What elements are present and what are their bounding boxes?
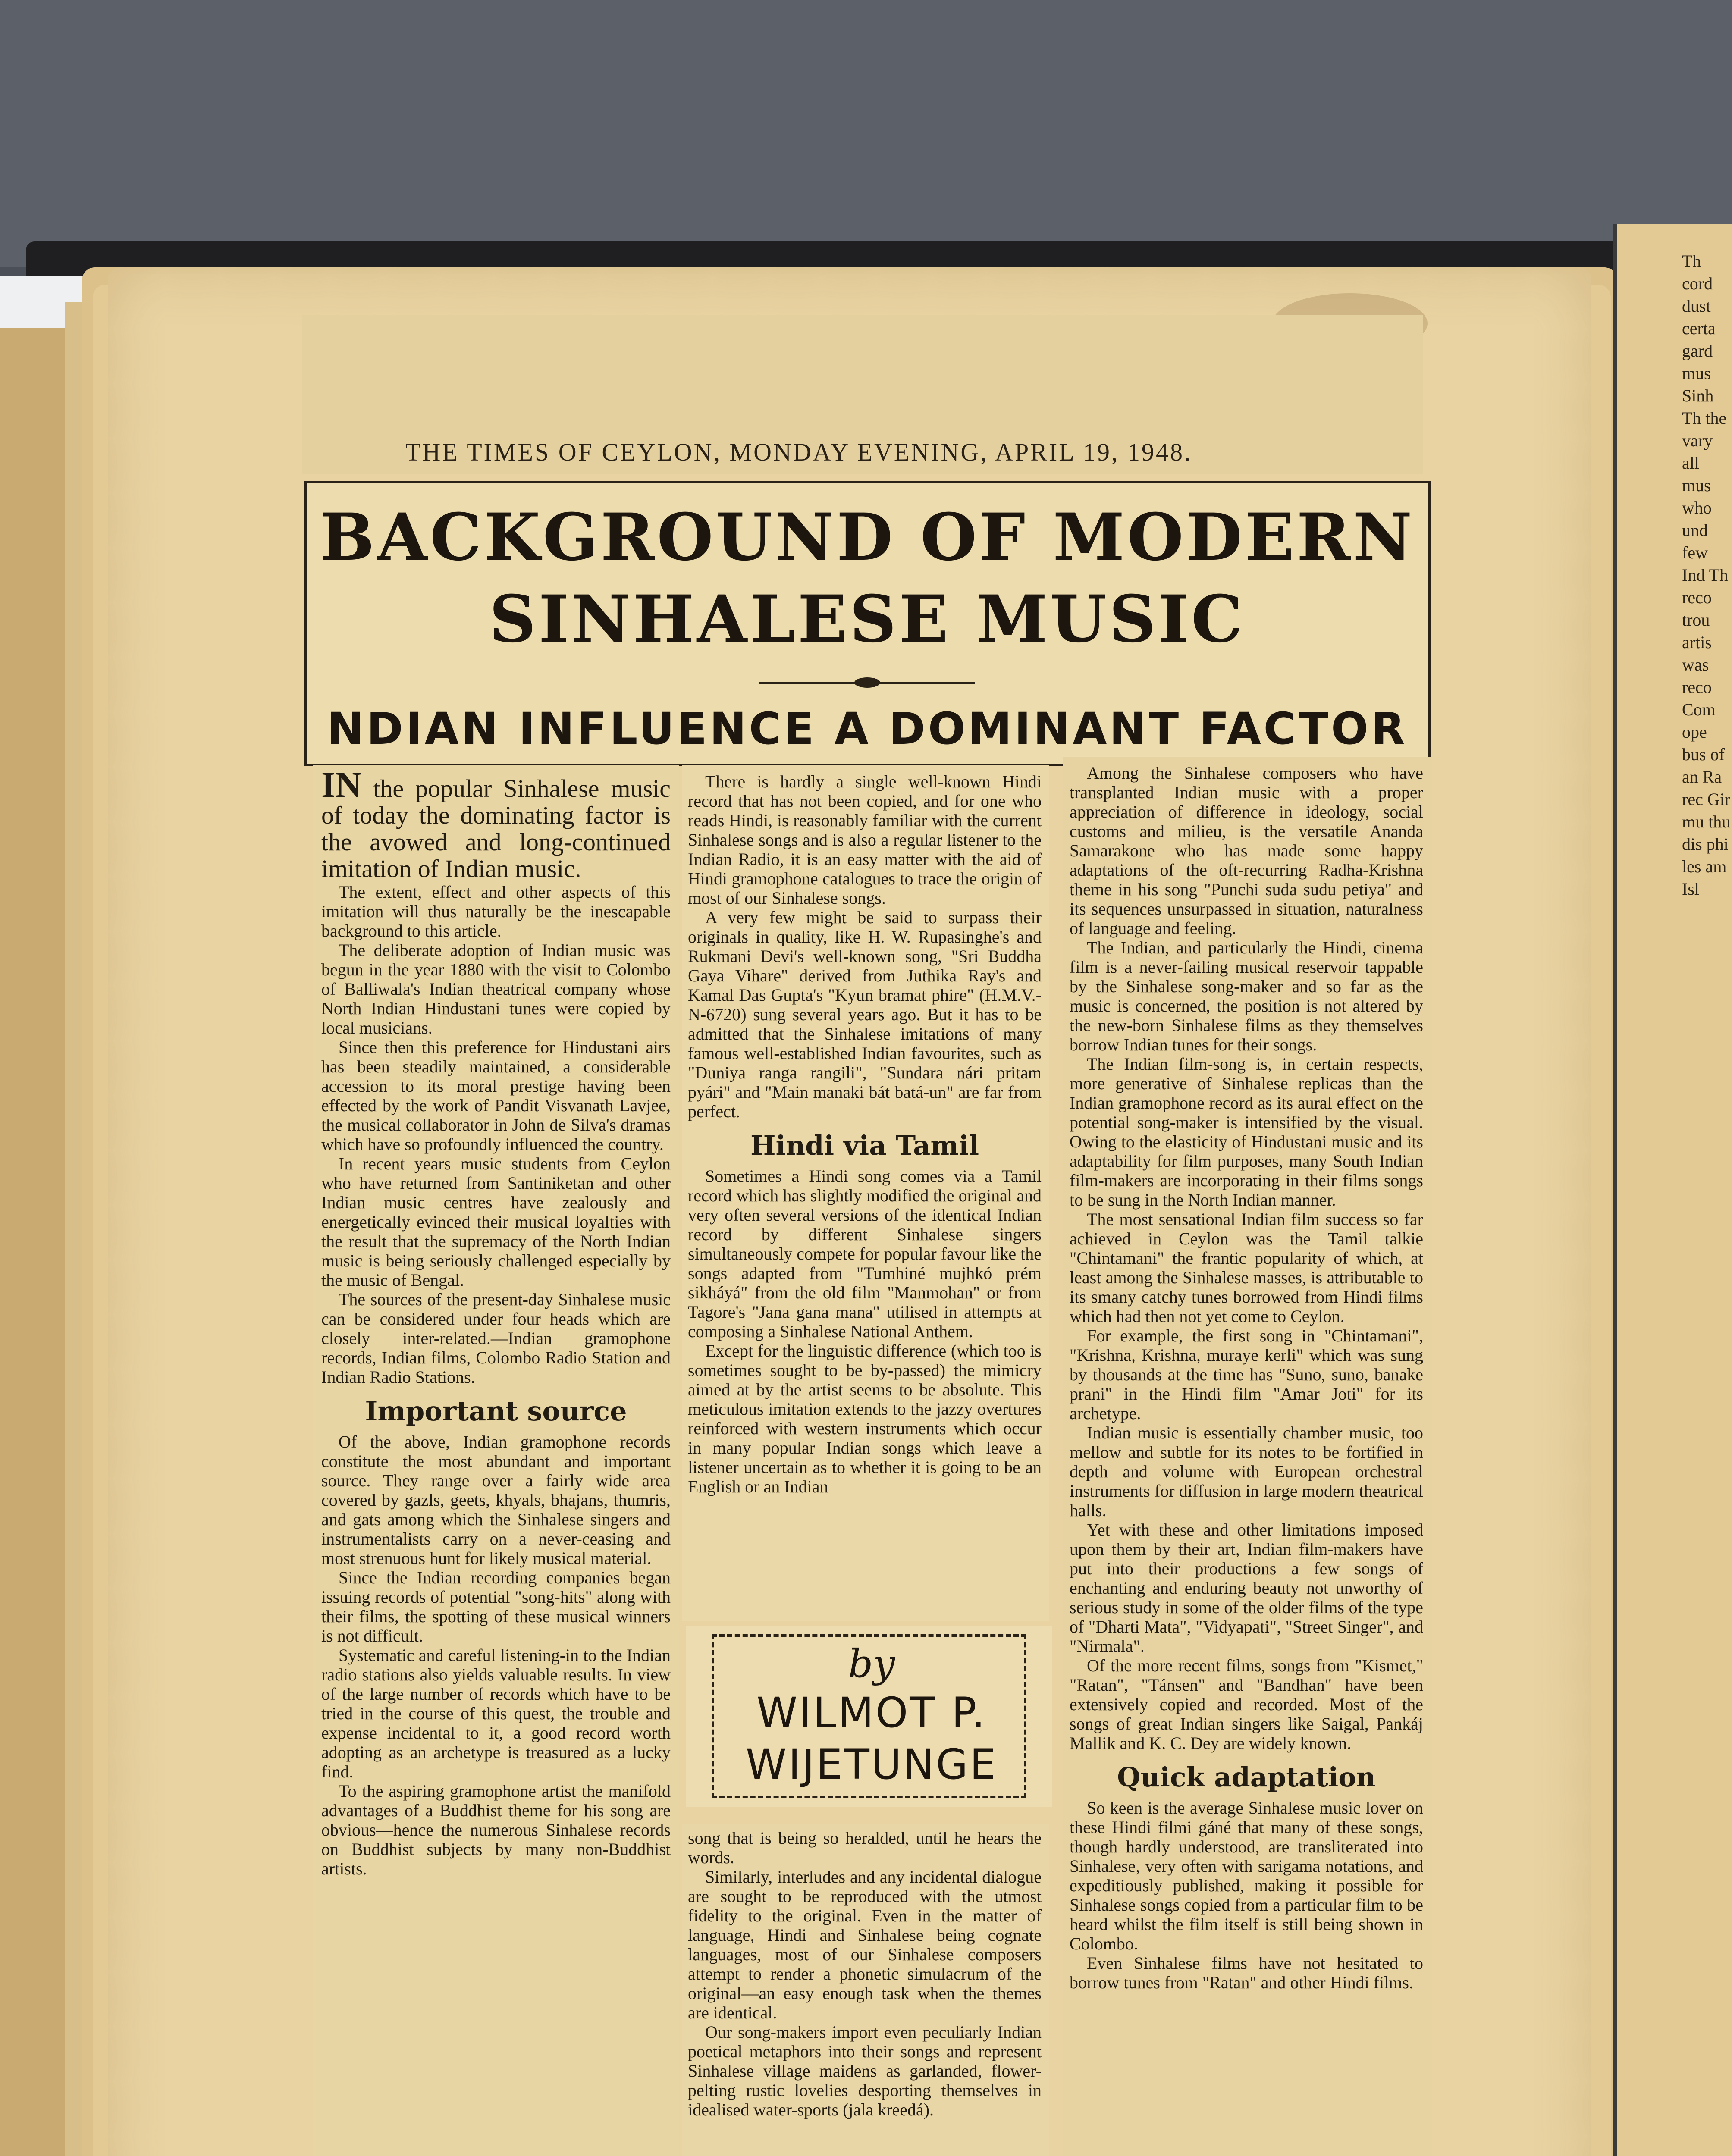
byline-clipping [686,1626,1052,1807]
paragraph: Since then this preference for Hindustani airs has been steadily maintained, a considerable accession to its moral prestige having been effected by the work of Pandit Visvanath Lavjee, the musical collaborator in John de Silva's dramas which have so profoundly influenced the country. [321,1037,671,1154]
article-column-3 [1070,763,1423,2156]
paragraph: Similarly, interludes and any incidental dialogue are sought to be reproduced with the utmost fidelity to the original. Even in the matter of language, Hindi and Sinhalese being cognate languages, most of our Sinhalese composers attempt to render a phonetic simulacrum of the original—an easy enough task when the themes are identical. [688,1867,1042,2022]
paragraph: Except for the linguistic difference (which too is sometimes sought to be by-passed) the mimicry aimed at by the artist seems to be absolute. This meticulous imitation extends to the jazzy overtures reinforced with western instruments which occur in many popular Indian songs which leave a listener uncertain as to whether it is going to be an English or an Indian [688,1341,1042,1496]
paragraph: Among the Sinhalese composers who have transplanted Indian music with a proper appreciation of difference in ideology, social customs and milieu, is the versatile Ananda Samarakone who has made some happy adaptations of the oft-recurring Radha-Krishna theme in his song "Punchi suda sudu petiya" and its sequences unsurpassed in situation, naturalness of language and feeling. [1070,763,1423,938]
author-name-line-1: WILMOT P. [756,1689,987,1737]
paragraph: For example, the first song in "Chintamani", "Krishna, Krishna, muraye kerli" which was sung by thousands at the time has "Suno, suno, banake prani" in the Hindi film "Amar Joti" for its archetype. [1070,1326,1423,1423]
lead-text: the popular Sinhalese music of today the dominating factor is the avowed and long-continued imitation of Indian music. [321,774,671,883]
ornamental-rule-center [854,677,880,688]
section-heading: Hindi via Tamil [750,1130,979,1161]
article-column-1 [321,765,671,2156]
headline [313,496,1421,660]
subheadline: NDIAN INFLUENCE A DOMINANT FACTOR [327,703,1408,755]
paragraph: The extent, effect and other aspects of this imitation will thus naturally be the inescapable background to this article. [321,882,671,940]
paragraph: The deliberate adoption of Indian music was begun in the year 1880 with the visit to Colombo of Balliwala's Indian theatrical company whose North Indian Hindustani tunes were copied by local musicians. [321,940,671,1037]
headline-clipping [304,481,1431,766]
paragraph: Our song-makers import even peculiarly Indian poetical metaphors into their songs and represent Sinhalese village maidens as garlanded, flower-pelting rustic lovelies desporting themselves in idealised water-sports (jala kreedá). [688,2022,1042,2119]
paragraph: To the aspiring gramophone artist the manifold advantages of a Buddhist theme for his song are obvious—hence the numerous Sinhalese records on Buddhist subjects by many non-Buddhist artists. [321,1781,671,1878]
paragraph: In recent years music students from Ceylon who have returned from Santiniketan and other Indian music centres have zealously and energetically evinced their musical loyalties with the result that the supremacy of the North Indian music is being seriously challenged especially by the music of Bengal. [321,1154,671,1290]
masthead-clipping [302,315,1423,474]
lead-paragraph [321,765,671,883]
paragraph: Of the more recent films, songs from "Kismet," "Ratan", "Tánsen" and "Bandhan" have been extensively copied and recorded. Most of the songs of great Indian singers like Saigal, Pankáj Mallik and K. C. Dey are widely known. [1070,1656,1423,1753]
headline-line-2: SINHALESE MUSIC [489,581,1246,657]
paragraph: There is hardly a single well-known Hindi record that has not been copied, and for one who reads Hindi, is reasonably familiar with the current Sinhalese songs and is also a regular listener to the Indian Radio, it is an easy matter with the aid of Hindi gramophone catalogues to trace the origin of most of our Sinhalese songs. [688,772,1042,908]
facing-page-text: Th cord dust certa gard mus Sinh Th the vary all mus who und few Ind Th reco trou artis was reco Com ope bus of an Ra rec Gir mu thu dis phi les am Isl [1682,251,1731,899]
newspaper-masthead: THE TIMES OF CEYLON, MONDAY EVENING, APRIL 19, 1948. [405,438,1192,466]
paragraph: A very few might be said to surpass their originals in quality, like H. W. Rupasinghe's and Rukmani Devi's well-known song, "Sri Buddha Gaya Vihare" derived from Juthika Ray's and Kamal Das Gupta's "Kyun bramat phire" (H.M.V.-N-6720) sung several years ago. But it has to be admitted that the Sinhalese imitations of many famous well-established Indian favourites, such as "Duniya ranga rangili", "Sundara nári pritam pyári" and "Main manaki bát batá-un" are far from perfect. [688,908,1042,1121]
paragraph: Yet with these and other limitations imposed upon them by their art, Indian film-makers have put into their productions a few songs of enchanting and enduring beauty not unworthy of serious study in some of the older films of the type of "Dharti Mata", "Vidyapati", "Street Singer", and "Nirmala". [1070,1520,1423,1656]
paragraph: Of the above, Indian gramophone records constitute the most abundant and important source. They range over a fairly wide area covered by gazls, geets, khyals, bhajans, thumris, and gats among which the Sinhalese singers and instrumentalists carry on a never-ceasing and most strenuous hunt for likely musical material. [321,1432,671,1568]
byline-by: by [848,1641,895,1686]
left-page-edge [0,328,65,2156]
paragraph: Systematic and careful listening-in to the Indian radio stations also yields valuable results. In view of the large number of records which have to be tried in the course of this quest, the trouble and expense incidental to it, a good record worth adopting as an archetype is treasured as a lucky find. [321,1645,671,1781]
paragraph: The Indian, and particularly the Hindi, cinema film is a never-failing musical reservoir tappable by the Sinhalese song-maker and so far as the music is concerned, the position is not altered by the new-born Sinhalese films as they themselves borrow Indian tunes for their songs. [1070,938,1423,1054]
section-heading: Important source [365,1395,627,1427]
section-heading: Quick adaptation [1117,1761,1376,1793]
paragraph: So keen is the average Sinhalese music lover on these Hindi filmi gáné that many of these songs, though hardly understood, are transliterated into Sinhalese, very often with sarigama notations, and expeditiously published, making it possible for Sinhalese songs copied from a particular film to be heard whilst the film itself is still being shown in Colombo. [1070,1798,1423,1953]
drop-cap: IN [321,765,362,805]
headline-line-1: BACKGROUND OF MODERN [320,499,1415,575]
article-column-2-continued [688,1828,1042,2156]
author-name-line-2: WIJETUNGE [746,1740,998,1789]
article-column-2 [688,772,1042,1615]
byline-box [712,1634,1026,1798]
paragraph: song that is being so heralded, until he hears the words. [688,1828,1042,1867]
paragraph: The Indian film-song is, in certain respects, more generative of Sinhalese replicas than the Indian gramophone record as its aural effect on the potential song-maker is intensified by the visual. Owing to the elasticity of Hindustani music and its adaptability for film purposes, many South Indian film-makers are incorporating in their films songs to be sung in the North Indian manner. [1070,1054,1423,1210]
paragraph: Sometimes a Hindi song comes via a Tamil record which has slightly modified the original and very often several versions of the identical Indian record by different Sinhalese singers simultaneously compete for popular favour like the songs adapted from "Tumhiné mujhkó prém sikháyá" from the old film "Manmohan" or from Tagore's "Jana gana mana" utilised in attempts at composing a Sinhalese National Anthem. [688,1166,1042,1341]
paragraph: The sources of the present-day Sinhalese music can be considered under four heads which are closely inter-related.—Indian gramophone records, Indian films, Colombo Radio Station and Indian Radio Stations. [321,1290,671,1387]
paragraph: Since the Indian recording companies began issuing records of potential "song-hits" along with their films, the spotting of these musical winners is not difficult. [321,1568,671,1645]
paragraph: Indian music is essentially chamber music, too mellow and subtle for its notes to be fortified in depth and volume with European orchestral instruments for diffusion in large modern theatrical halls. [1070,1423,1423,1520]
paragraph: Even Sinhalese films have not hesitated to borrow tunes from "Ratan" and other Hindi films. [1070,1953,1423,1992]
background-top [0,0,1732,267]
paragraph: The most sensational Indian film success so far achieved in Ceylon was the Tamil talkie "Chintamani" the frantic popularity of which, at least among the Sinhalese masses, is attributable to its smany catchy tunes borrowed from Hindi films which had then not yet come to Ceylon. [1070,1210,1423,1326]
